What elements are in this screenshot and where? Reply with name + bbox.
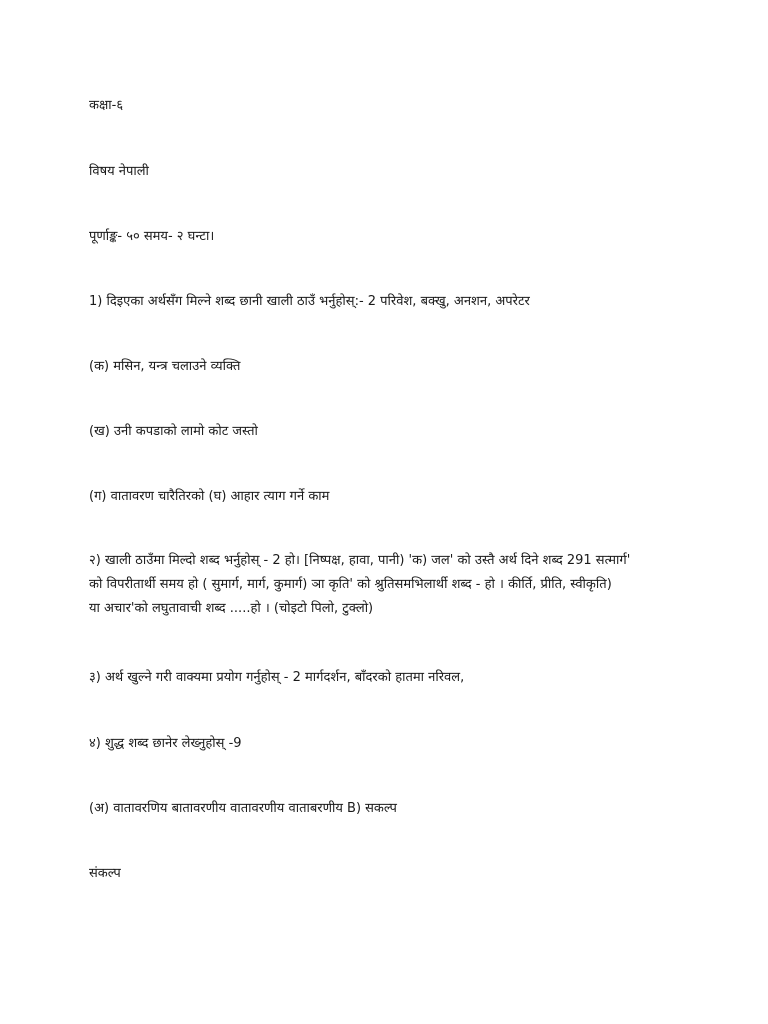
last-line: संकल्प bbox=[89, 866, 121, 881]
full-marks-time-line: पूर्णाङ्क- ५० समय- २ घन्टा। bbox=[89, 229, 215, 244]
question-1-option-ga-gha: (ग) वातावरण चारैतिरको (घ) आहार त्याग गर्ने काम bbox=[89, 489, 330, 504]
question-4-option-a: (अ) वातावरणिय बातावरणीय वातावरणीय वाताबरणीय B) सकल्प bbox=[89, 801, 397, 816]
question-1-option-ka: (क) मसिन, यन्त्र चलाउने व्यक्ति bbox=[89, 359, 241, 374]
class-line: कक्षा-६ bbox=[89, 98, 124, 113]
subject-line: विषय नेपाली bbox=[89, 164, 149, 179]
question-1: 1) दिइएका अर्थसँग मिल्ने शब्द छानी खाली ठाउँ भर्नुहोस्:- 2 परिवेश, बक्खु, अनशन, अपरेटर bbox=[89, 294, 530, 309]
question-3: ३) अर्थ खुल्ने गरी वाक्यमा प्रयोग गर्नुहोस् - 2 मार्गदर्शन, बाँदरको हातमा नरिवल, bbox=[89, 670, 465, 685]
question-2-line-3: या अचार'को लघुतावाची शब्द .....हो । (चोइटो पिलो, टुक्लो) bbox=[89, 601, 374, 616]
question-1-option-kha: (ख) उनी कपडाको लामो कोट जस्तो bbox=[89, 424, 258, 439]
question-2-line-2: को विपरीतार्थी समय हो ( सुमार्ग, मार्ग, कुमार्ग) ञा कृति' को श्रुतिसमभिलार्थी शब्द - हो । कीर्ति, प्रीति, स्वीकृति) bbox=[89, 577, 612, 592]
question-2 bbox=[89, 549, 689, 621]
question-2-line-1: २) खाली ठाउँमा मिल्दो शब्द भर्नुहोस् - 2 हो। [निष्पक्ष, हावा, पानी) 'क) जल' को उस्तै अर्थ दिने शब्द 291 सत्मार्ग' bbox=[89, 553, 631, 568]
question-4: ४) शुद्ध शब्द छानेर लेख्नुहोस् -9 bbox=[89, 736, 242, 751]
